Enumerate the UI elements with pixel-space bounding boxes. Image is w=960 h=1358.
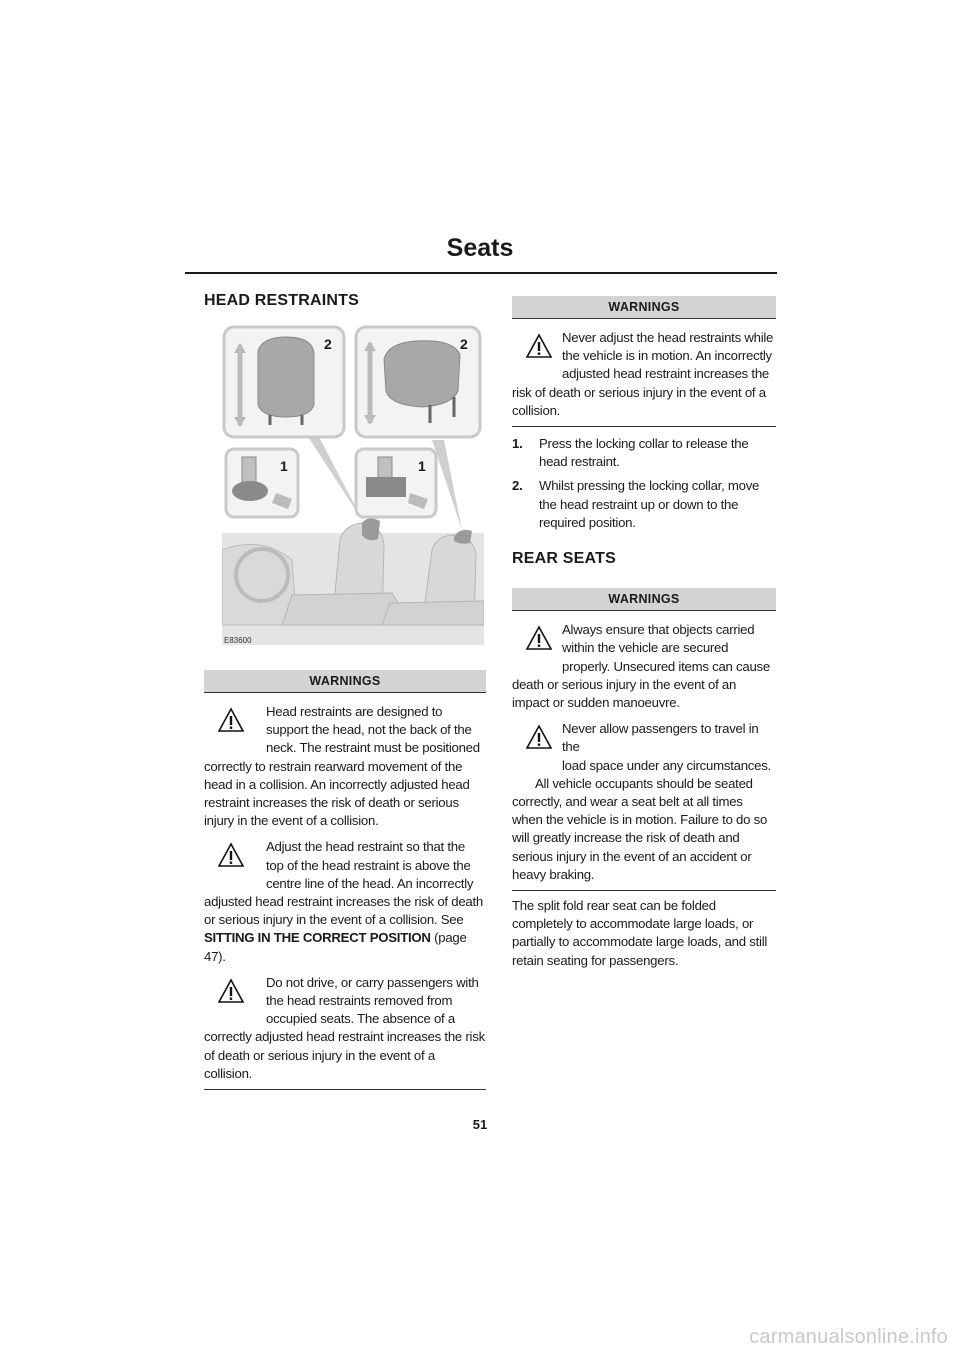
- warning-text-before: adjusted head restraint increases the risk of death or serious injury in the event of a collision. See: [204, 894, 484, 928]
- warning-text: correctly to restrain rearward movement of the head in a collision. An incorrectly adjusted head restraint increases the risk of death or serious injury in the event of a collision.: [204, 758, 470, 829]
- warning-line: occupied seats. The absence of a: [266, 1011, 455, 1027]
- warning-triangle-icon: [204, 974, 254, 1020]
- footer-watermark: carmanualsonline.info: [749, 1326, 948, 1348]
- steps-list: [512, 435, 776, 532]
- warning-line: Head restraints are designed to: [266, 704, 443, 719]
- warning-line: Never adjust the head restraints while: [562, 330, 774, 345]
- page-title: Seats: [446, 234, 514, 262]
- warning-item: [512, 621, 776, 712]
- step-item: [512, 477, 776, 532]
- step-number: 1.: [512, 436, 523, 452]
- warnings-heading: WARNINGS: [512, 296, 776, 318]
- warning-item: [204, 703, 486, 830]
- warning-item: [512, 329, 776, 420]
- warning-item: [512, 720, 776, 884]
- warning-line: Never allow passengers to travel in the: [562, 721, 759, 755]
- warning-triangle-icon: [204, 838, 254, 884]
- step-text: Press the locking collar to release the head restraint.: [539, 436, 749, 470]
- warnings-list: [512, 611, 776, 891]
- warning-line: All vehicle occupants should be seated: [535, 775, 753, 791]
- callout-2-left: 2: [324, 336, 332, 352]
- warning-line: properly. Unsecured items can cause: [562, 658, 770, 674]
- warning-text: correctly, and wear a seat belt at all times when the vehicle is in motion. Failure to do so will greatly increase the risk of death and serious injury in the event of an accident or heavy braking.: [512, 794, 768, 882]
- title-divider: [185, 272, 777, 274]
- cross-reference-link[interactable]: SITTING IN THE CORRECT POSITION: [204, 930, 431, 946]
- warnings-heading: WARNINGS: [204, 670, 486, 692]
- warning-line: the head restraints removed from: [266, 993, 453, 1009]
- warning-item: [204, 838, 486, 965]
- left-warnings-block: [204, 670, 486, 1090]
- section-heading-head-restraints: HEAD RESTRAINTS: [204, 292, 360, 309]
- page-number: 51: [472, 1117, 488, 1132]
- right-column: [512, 296, 776, 970]
- warning-line: the vehicle is in motion. An incorrectly: [562, 348, 772, 364]
- warning-triangle-icon: [204, 703, 254, 749]
- warning-line: centre line of the head. An incorrectly: [266, 875, 474, 891]
- warning-text: correctly adjusted head restraint increases the risk of death or serious injury in the event of a collision.: [204, 1029, 485, 1081]
- warning-line: neck. The restraint must be positioned: [266, 740, 480, 756]
- figure-code: E83600: [224, 636, 252, 645]
- warning-line: load space under any circumstances.: [562, 757, 771, 773]
- warning-text: risk of death or serious injury in the event of a collision.: [512, 384, 766, 418]
- warning-line: within the vehicle are secured: [562, 640, 729, 656]
- warning-line: Do not drive, or carry passengers with: [266, 974, 479, 990]
- rear-seat-paragraph: The split fold rear seat can be folded completely to accommodate large loads, or partially to accommodate large loads, and still retain seating for passengers.: [512, 898, 768, 968]
- warning-text: [204, 893, 486, 966]
- callout-1-right: 1: [418, 458, 426, 474]
- warning-line: adjusted head restraint increases the: [562, 366, 770, 382]
- warnings-list: [512, 319, 776, 427]
- warning-triangle-icon: [512, 621, 562, 667]
- step-number: 2.: [512, 478, 523, 494]
- warning-text: death or serious injury in the event of an impact or sudden manoeuvre.: [512, 676, 737, 711]
- head-restraint-illustration: [222, 325, 484, 647]
- callout-1-left: 1: [280, 458, 288, 474]
- warning-text-after: (page 47).: [204, 930, 467, 964]
- warning-line: support the head, not the back of the: [266, 722, 472, 738]
- warning-triangle-icon: [512, 329, 562, 375]
- warnings-list: [204, 693, 486, 1090]
- warning-line: Always ensure that objects carried: [562, 622, 755, 638]
- warning-item: [204, 974, 486, 1083]
- warning-line: Adjust the head restraint so that the: [266, 839, 465, 855]
- callout-2-right: 2: [460, 336, 468, 352]
- step-text: Whilst pressing the locking collar, move the head restraint up or down to the required position.: [539, 478, 760, 530]
- warning-line: top of the head restraint is above the: [266, 857, 471, 873]
- warnings-heading: WARNINGS: [512, 588, 776, 610]
- section-heading-rear-seats: REAR SEATS: [512, 550, 616, 568]
- step-item: [512, 435, 776, 471]
- warning-triangle-icon: [512, 720, 562, 766]
